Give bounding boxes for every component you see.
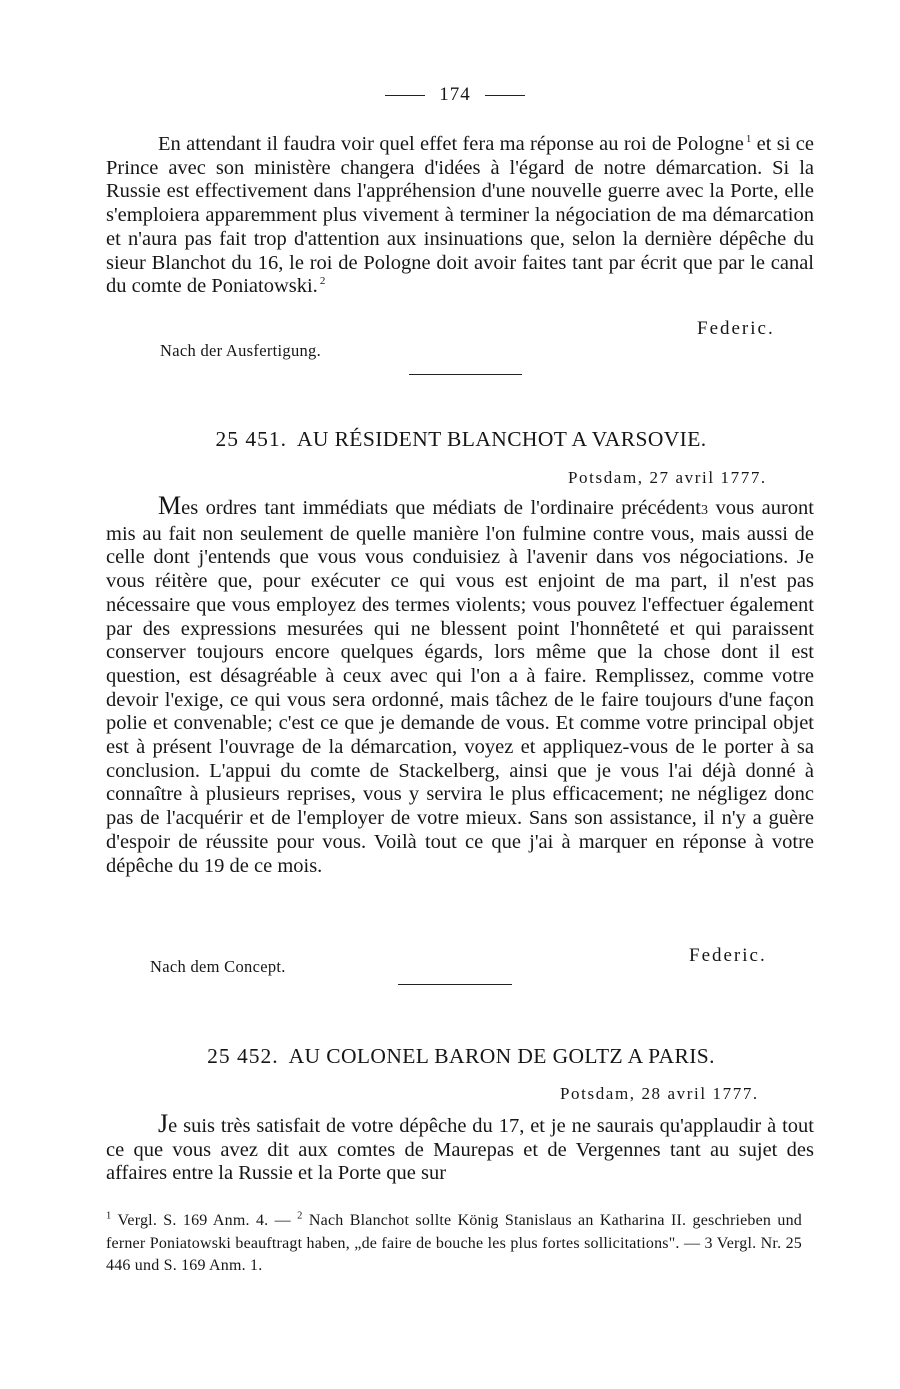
paragraph-text: et si ce Prince avec son ministère changera d'idées à l'égard de notre démarcation. Si la Russie est effectivement dans l'appréhension d'une nouvelle guerre avec la Porte, elle s'emploiera apparemment plus vivement à terminer la négociation de ma démarcation et n'aura pas fait trop d'attention aux insinuations que, selon la dernière dépêche du sieur Blanchot du 16, le roi de Pologne doit avoir faites tant par écrit que par le canal du comte de Poniatowski. [106, 133, 814, 298]
footnote-ref-3: 3 [700, 503, 708, 518]
letter-title: AU RÉSIDENT BLANCHOT A VARSOVIE. [296, 427, 707, 451]
letter-body [106, 1109, 814, 1186]
dateline: Potsdam, 28 avril 1777. [560, 1084, 759, 1103]
letter-number: 25 452. [207, 1044, 279, 1068]
initial-letter: M [158, 491, 182, 520]
paragraph-text: vous auront mis au fait non seulement de quelle manière l'on fulmine contre vous, mais aussi de celle dont j'entends que vous vous conduisiez à l'avenir dans vos négociations. Je vous réitère que, pour exécuter ce qui vous est enjoint de ma part, il n'est pas nécessaire que vous employez des termes violents; vous pouvez l'effectuer également par des expressions mesurées qui ne blessent point l'honnêteté et qui paraissent conserver toujours encore quelques égards, lors même que la chose dont il est question, est désagréable à ceux avec qui l'on a à faire. Remplissez, comme votre devoir l'exige, ce qui vous sera ordonné, mais tâchez de le faire toujours d'une façon polie et convenable; c'est ce que je demande de vous. Et comme votre principal objet est à présent l'ouvrage de la démarcation, voyez et appliquez-vous de le porter à sa conclusion. L'appui du comte de Stackelberg, ainsi que je vous l'ai déjà donné à connaître à plusieurs reprises, vous y servira le plus efficacement; ne négligez donc pas de l'acquérir et de l'employer de votre mieux. Sans son assistance, il n'y a guère d'espoir de réussite pour vous. Voilà tout ce que j'ai à marquer en réponse à votre dépêche du 19 de ce mois. [106, 497, 815, 877]
letter-number: 25 451. [215, 427, 287, 451]
footnote-marker-2: 2 [297, 1210, 303, 1222]
footnote-1: Vergl. S. 169 Anm. 4. — [117, 1212, 291, 1229]
continuation-paragraph [106, 133, 814, 299]
footnote-ref-1: 1 [745, 133, 752, 146]
paragraph-text: es ordres tant immédiats que médiats de l'ordinaire précédent [181, 497, 701, 519]
paragraph-text: En attendant il faudra voir quel effet fera ma réponse au roi de Pologne [158, 133, 744, 155]
footnote-3: Vergl. Nr. 25 446 und S. 169 Anm. 1. [106, 1234, 803, 1274]
letter-heading [106, 427, 816, 452]
section-divider [398, 984, 512, 985]
section-divider [409, 374, 522, 375]
header-dash-left [385, 95, 425, 96]
letter-body [106, 491, 815, 878]
source-note: Nach der Ausfertigung. [160, 341, 322, 360]
footnotes [106, 1210, 802, 1278]
page-number-header [0, 84, 900, 106]
footnote-marker-3: 3 [704, 1234, 713, 1252]
signature: Federic. [689, 945, 767, 966]
initial-letter: J [158, 1109, 169, 1138]
footnote-marker-1: 1 [106, 1210, 112, 1222]
signature: Federic. [697, 318, 775, 339]
paragraph-text: e suis très satisfait de votre dépêche du 17, et je ne saurais qu'applaudir à tout ce que vous avez dit aux comtes de Maurepas et de Vergennes tant au sujet des affaires entre la Russie et la Porte que sur [106, 1115, 814, 1185]
footnote-2: Nach Blanchot sollte König Stanislaus an Katharina II. geschrieben und ferner Poniatowski beauftragt haben, „de faire de bouche les plus fortes sollicitations". — [106, 1212, 803, 1252]
source-note: Nach dem Concept. [150, 957, 286, 976]
dateline: Potsdam, 27 avril 1777. [568, 468, 767, 487]
footnote-ref-2: 2 [319, 275, 326, 288]
letter-heading [106, 1044, 816, 1069]
header-dash-right [485, 95, 525, 96]
letter-title: AU COLONEL BARON DE GOLTZ A PARIS. [288, 1044, 715, 1068]
page-number: 174 [439, 84, 471, 105]
